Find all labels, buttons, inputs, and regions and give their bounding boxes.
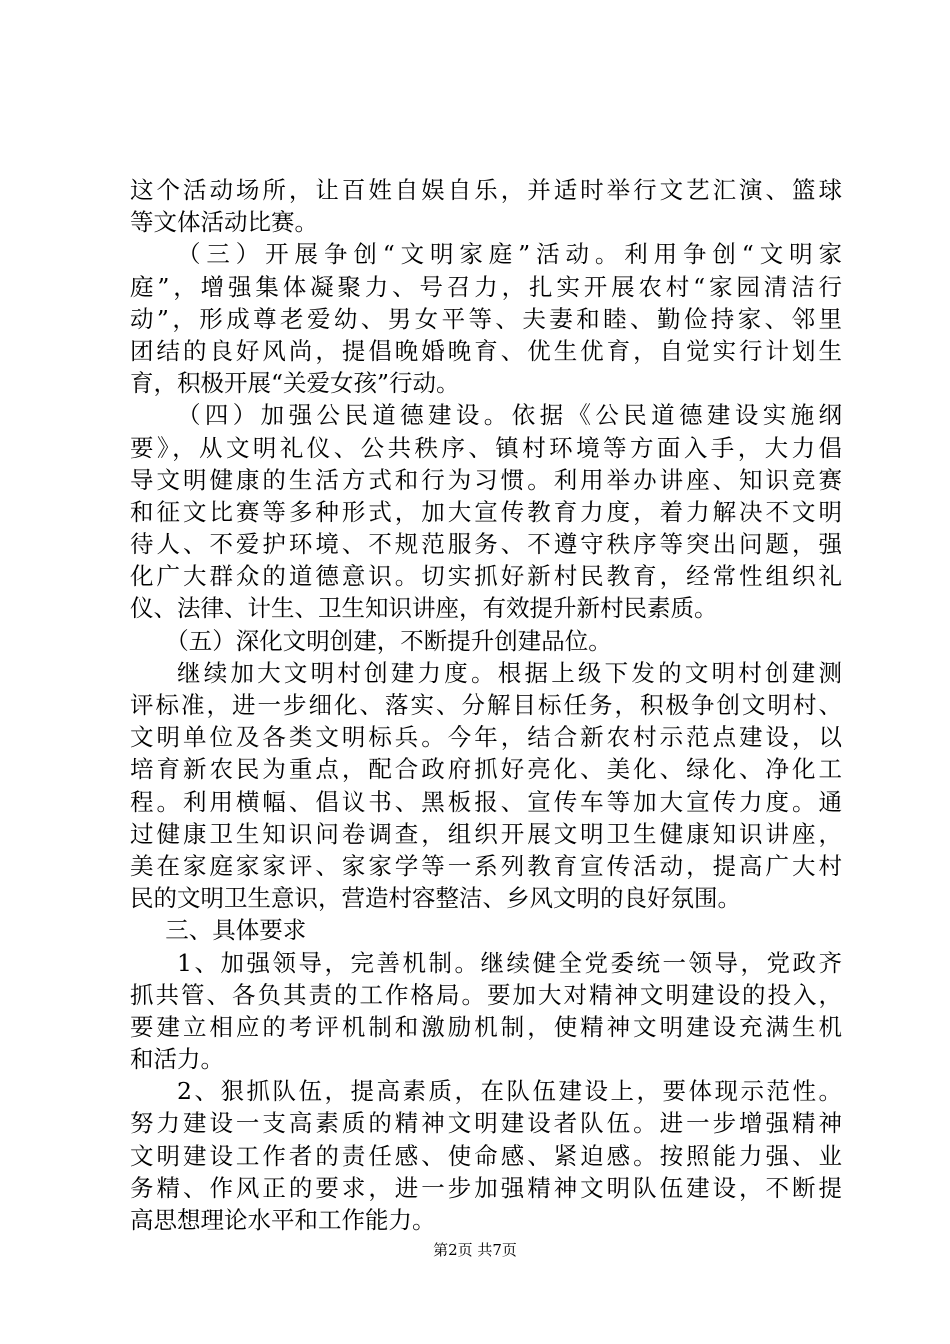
text-line: 团结的良好风尚，提倡晚婚晚育、优生优育，自觉实行计划生 — [130, 336, 842, 365]
text-line: 抓共管、各负其责的工作格局。要加大对精神文明建设的投入， — [130, 980, 842, 1009]
text-line: 和活力。 — [130, 1045, 224, 1074]
text-line: 文明建设工作者的责任感、使命感、紧迫感。按照能力强、业 — [130, 1141, 842, 1170]
text-line: 继续加大文明村创建力度。根据上级下发的文明村创建测 — [177, 658, 842, 687]
text-line: 要建立相应的考评机制和激励机制，使精神文明建设充满生机 — [130, 1012, 842, 1041]
text-line: 动”，形成尊老爱幼、男女平等、夫妻和睦、勤俭持家、邻里 — [130, 304, 842, 333]
text-line: 1、加强领导，完善机制。继续健全党委统一领导，党政齐 — [177, 948, 842, 977]
text-line: 和征文比赛等多种形式，加大宣传教育力度，着力解决不文明 — [130, 497, 842, 526]
text-line: 文明单位及各类文明标兵。今年，结合新农村示范点建设，以 — [130, 723, 842, 752]
text-line: （四）加强公民道德建设。依据《公民道德建设实施纲 — [177, 401, 842, 430]
text-line: 评标准，进一步细化、落实、分解目标任务，积极争创文明村、 — [130, 691, 842, 719]
text-line: 三、具体要求 — [165, 916, 307, 945]
text-line: 导文明健康的生活方式和行为习惯。利用举办讲座、知识竞赛 — [130, 465, 842, 494]
text-line: 要》，从文明礼仪、公共秩序、镇村环境等方面入手，大力倡 — [130, 433, 842, 462]
text-line: 民的文明卫生意识，营造村容整洁、乡风文明的良好氛围。 — [130, 884, 741, 913]
text-line: 化广大群众的道德意识。切实抓好新村民教育，经常性组织礼 — [130, 562, 842, 591]
text-line: 美在家庭家家评、家家学等一系列教育宣传活动，提高广大村 — [130, 851, 842, 880]
text-line: 过健康卫生知识问卷调查，组织开展文明卫生健康知识讲座， — [130, 819, 842, 848]
text-line: （五）深化文明创建，不断提升创建品位。 — [165, 626, 612, 655]
text-line: 程。利用横幅、倡议书、黑板报、宣传车等加大宣传力度。通 — [130, 787, 842, 816]
text-line: 仪、法律、计生、卫生知识讲座，有效提升新村民素质。 — [130, 594, 718, 623]
text-line: 等文体活动比赛。 — [130, 208, 318, 237]
document-body — [130, 174, 842, 1236]
text-line: 待人、不爱护环境、不规范服务、不遵守秩序等突出问题，强 — [130, 530, 842, 559]
text-line: 务精、作风正的要求，进一步加强精神文明队伍建设，不断提 — [130, 1173, 842, 1202]
text-line: 努力建设一支高素质的精神文明建设者队伍。进一步增强精神 — [130, 1109, 842, 1138]
text-line: 高思想理论水平和工作能力。 — [130, 1206, 436, 1234]
text-line: （三）开展争创“文明家庭”活动。利用争创“文明家 — [177, 240, 842, 269]
text-line: 2、狠抓队伍，提高素质，在队伍建设上，要体现示范性。 — [177, 1077, 842, 1106]
text-line: 庭”，增强集体凝聚力、号召力，扎实开展农村“家园清洁行 — [130, 272, 842, 301]
text-line: 这个活动场所，让百姓自娱自乐，并适时举行文艺汇演、篮球 — [130, 176, 842, 204]
text-line: 育，积极开展“关爱女孩”行动。 — [130, 369, 460, 398]
text-line: 培育新农民为重点，配合政府抓好亮化、美化、绿化、净化工 — [130, 755, 842, 784]
page-footer: 第2页 共7页 — [433, 1241, 517, 1259]
